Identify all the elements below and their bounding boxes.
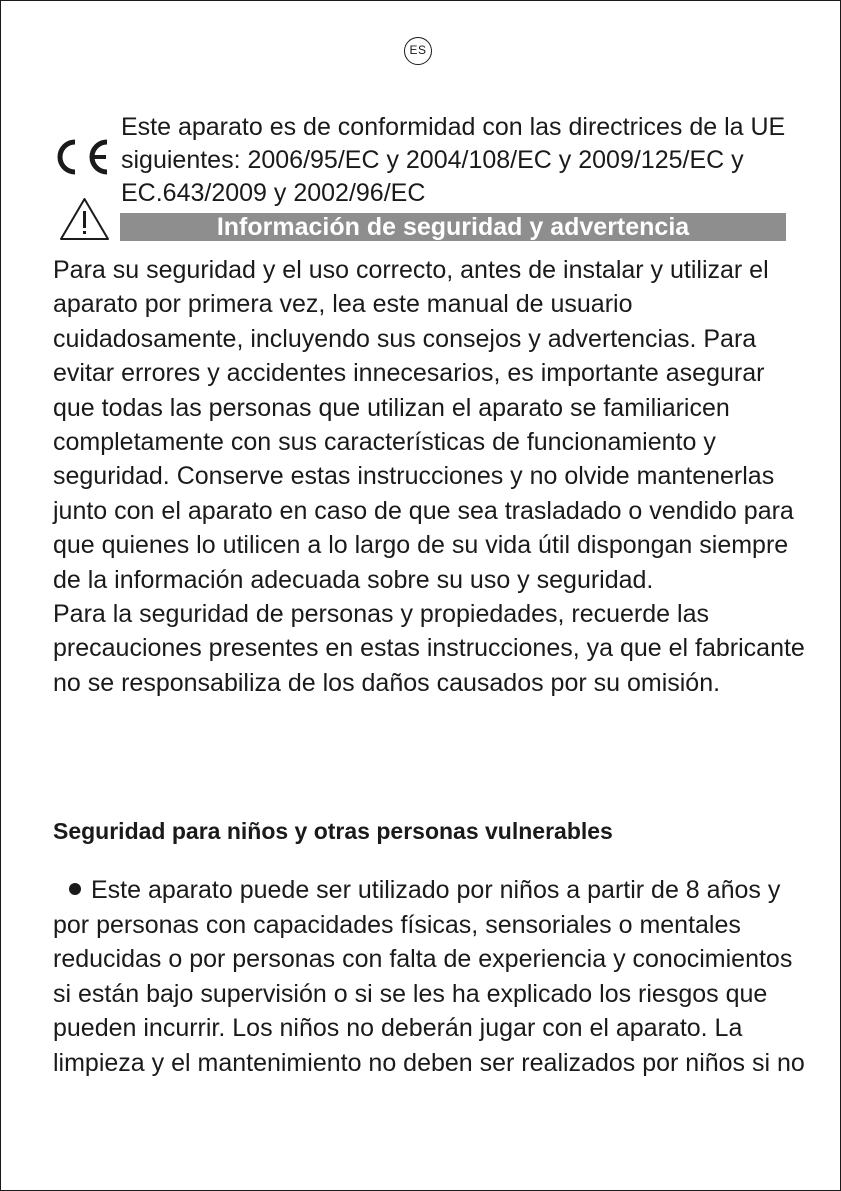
intro-paragraph: Para su seguridad y el uso correcto, antes de instalar y utilizar el aparato por primera vez, lea este manual de usuario cuidadosamente, incluyendo sus consejos y advertencias. Para evitar errores y accidentes innecesarios, es importante asegurar que todas las personas que utilizan el aparato se familiaricen completamente con sus características de funcionamiento y seguridad. Conserve estas instrucciones y no olvide mantenerlas junto con el aparato en caso de que sea trasladado o vendido para que quienes lo utilicen a lo largo de su vida útil dispongan siempre de la información adecuada sobre su uso y seguridad. xyxy=(53,256,794,594)
ce-mark-icon xyxy=(51,137,113,177)
conformity-statement: Este aparato es de conformidad con las directrices de la UE siguientes: 2006/95/EC y 2004/108/EC y 2009/125/EC y EC.643/2009 y 2002/96/EC xyxy=(121,113,786,207)
list-item xyxy=(53,873,813,1081)
bullet-icon xyxy=(69,883,81,895)
warning-triangle-icon xyxy=(58,196,111,242)
intro-paragraph: Para la seguridad de personas y propiedades, recuerde las precauciones presentes en estas instrucciones, ya que el fabricante no se responsabiliza de los daños causados por su omisión. xyxy=(53,600,805,697)
section-heading: Seguridad para niños y otras personas vulnerables xyxy=(53,818,613,844)
safety-banner-title: Información de seguridad y advertencia xyxy=(120,213,786,241)
language-badge: ES xyxy=(404,37,432,65)
intro-text xyxy=(53,253,813,700)
bullet-text: Este aparato puede ser utilizado por niños a partir de 8 años y por personas con capacidades físicas, sensoriales o mentales reducidas o por personas con falta de experiencia y conocimientos si están bajo supervisión o si se les ha explicado los riesgos que pueden incurrir. Los niños no deberán jugar con el aparato. La limpieza y el mantenimiento no deben ser realizados por niños si no xyxy=(53,876,805,1077)
